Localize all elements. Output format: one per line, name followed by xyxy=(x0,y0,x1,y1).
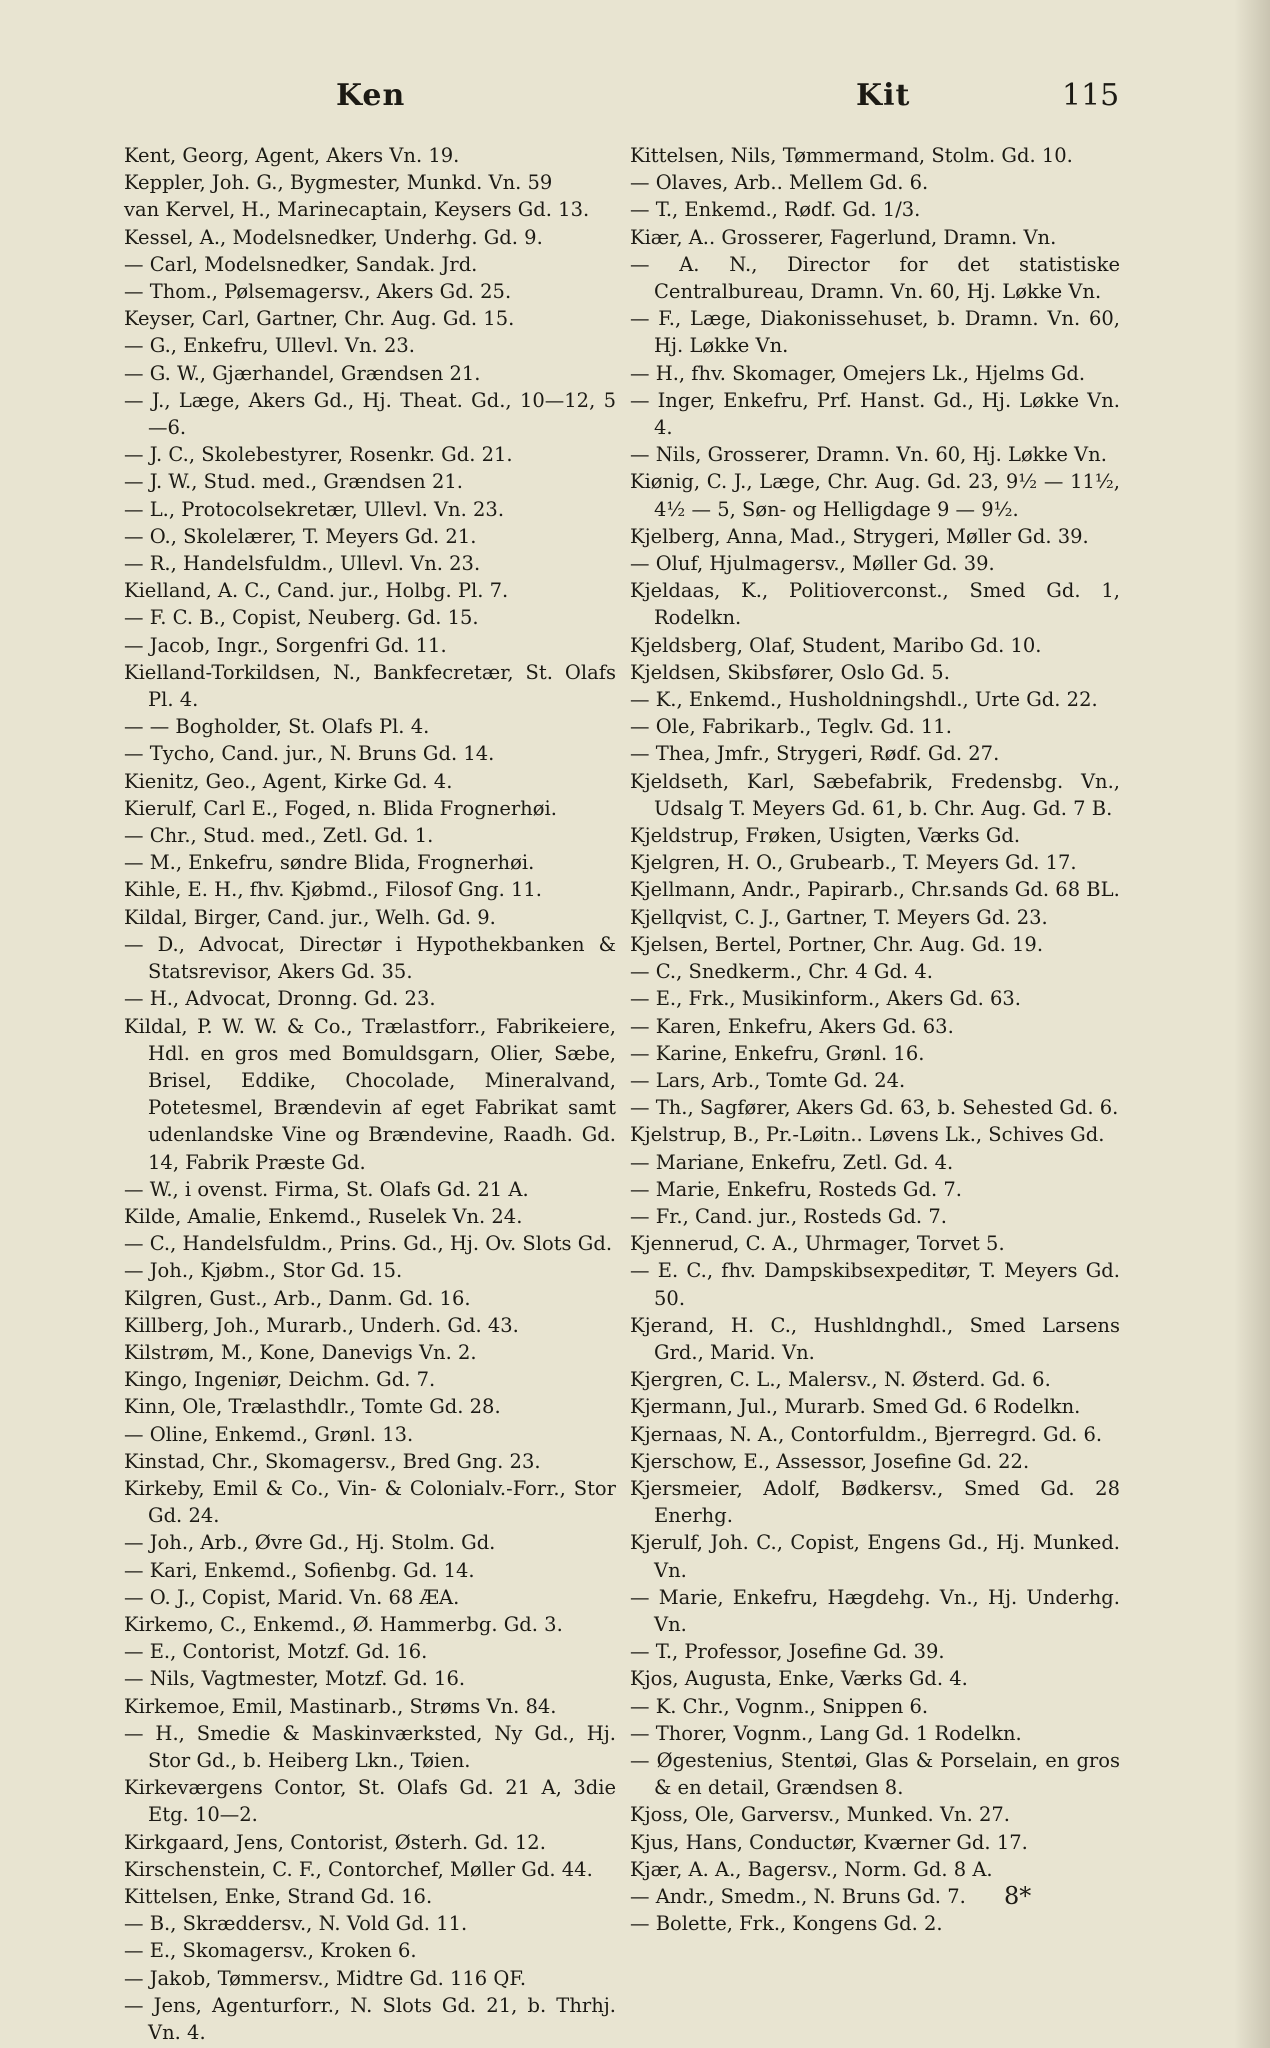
directory-entry: — Karen, Enkefru, Akers Gd. 63. xyxy=(630,1014,954,1038)
directory-entry: Kjeldaas, K., Politioverconst., Smed Gd. 1, Rodelkn. xyxy=(630,579,1120,630)
directory-entry: Kjelberg, Anna, Mad., Strygeri, Møller Gd. 39. xyxy=(630,524,1089,548)
directory-entry: — J., Læge, Akers Gd., Hj. Theat. Gd., 10—12, 5—6. xyxy=(124,388,616,440)
signature-mark: 8* xyxy=(1004,1882,1032,1910)
directory-entry: — Andr., Smedm., N. Bruns Gd. 7. xyxy=(630,1885,966,1908)
directory-entry: van Kervel, H., Marinecaptain, Keysers Gd. 13. xyxy=(124,198,590,222)
directory-entry: — C., Snedkerm., Chr. 4 Gd. 4. xyxy=(630,960,933,984)
directory-entry: — C., Handelsfuldm., Prins. Gd., Hj. Ov. Slots Gd. xyxy=(124,1232,613,1256)
directory-entry: — Thea, Jmfr., Strygeri, Rødf. Gd. 27. xyxy=(630,742,1000,766)
directory-entry: — E. C., fhv. Dampskibsexpeditør, T. Meyers Gd. 50. xyxy=(630,1259,1120,1310)
directory-entry: Kildal, Birger, Cand. jur., Welh. Gd. 9. xyxy=(124,905,496,929)
directory-entry: Kjellqvist, C. J., Gartner, T. Meyers Gd. 23. xyxy=(630,905,1048,929)
directory-entry: — E., Skomagersv., Kroken 6. xyxy=(124,1939,417,1963)
directory-entry: Kjoss, Ole, Garversv., Munked. Vn. 27. xyxy=(630,1803,1011,1827)
directory-entry: Kirkgaard, Jens, Contorist, Østerh. Gd. 12. xyxy=(124,1830,546,1854)
left-column xyxy=(124,142,616,2046)
directory-entry: Kielland-Torkildsen, N., Bankfecretær, St. Olafs Pl. 4. xyxy=(124,660,616,712)
directory-entry: — H., Advocat, Dronng. Gd. 23. xyxy=(124,987,436,1011)
directory-entry: — H., Smedie & Maskinværksted, Ny Gd., Hj. Stor Gd., b. Heiberg Lkn., Tøien. xyxy=(124,1721,616,1772)
directory-entry: Kildal, P. W. W. & Co., Trælastforr., Fabrikeiere, Hdl. en gros med Bomuldsgarn, Olier, Sæbe, Brisel, Eddike, Chocolade, Mineralvand, Potetesmel, Brændevin af eget Fabrikat samt udenlandske Vine og Brændevine, Raadh. Gd. 14, Fabrik Præste Gd. xyxy=(124,1014,616,1174)
directory-entry: — Lars, Arb., Tomte Gd. 24. xyxy=(630,1068,906,1092)
directory-entry: — Marie, Enkefru, Rosteds Gd. 7. xyxy=(630,1177,962,1201)
directory-entry: Kjelstrup, B., Pr.-Løitn.. Løvens Lk., Schives Gd. xyxy=(630,1123,1105,1147)
directory-entry: — Joh., Arb., Øvre Gd., Hj. Stolm. Gd. xyxy=(124,1531,496,1555)
directory-entry: Kittelsen, Enke, Strand Gd. 16. xyxy=(124,1885,433,1908)
directory-entry: — M., Enkefru, søndre Blida, Frognerhøi. xyxy=(124,851,535,875)
directory-entry: — G., Enkefru, Ullevl. Vn. 23. xyxy=(124,334,415,358)
directory-entry: Kjeldsberg, Olaf, Student, Maribo Gd. 10. xyxy=(630,633,1042,657)
directory-entry: Kjergren, C. L., Malersv., N. Østerd. Gd. 6. xyxy=(630,1368,1051,1392)
directory-entry: Kihle, E. H., fhv. Kjøbmd., Filosof Gng. 11. xyxy=(124,878,542,902)
directory-entry: Kinstad, Chr., Skomagersv., Bred Gng. 23. xyxy=(124,1449,541,1473)
directory-entry: — Olaves, Arb.. Mellem Gd. 6. xyxy=(630,171,929,195)
directory-entry: — Joh., Kjøbm., Stor Gd. 15. xyxy=(124,1259,403,1283)
directory-entry: — K., Enkemd., Husholdningshdl., Urte Gd. 22. xyxy=(630,688,1098,712)
directory-entry: Kierulf, Carl E., Foged, n. Blida Frognerhøi. xyxy=(124,796,557,820)
directory-entry: — Tycho, Cand. jur., N. Bruns Gd. 14. xyxy=(124,742,495,766)
directory-entry: Kilde, Amalie, Enkemd., Ruselek Vn. 24. xyxy=(124,1204,523,1228)
directory-entry: — T., Enkemd., Rødf. Gd. 1/3. xyxy=(630,198,921,222)
directory-entry: — Jacob, Ingr., Sorgenfri Gd. 11. xyxy=(124,633,447,657)
directory-entry: — Chr., Stud. med., Zetl. Gd. 1. xyxy=(124,824,434,848)
directory-entry: Kirkemoe, Emil, Mastinarb., Strøms Vn. 84. xyxy=(124,1694,557,1718)
directory-entry: Kiønig, C. J., Læge, Chr. Aug. Gd. 23, 9½ — 11½, 4½ — 5, Søn- og Helligdage 9 — 9½. xyxy=(630,470,1120,521)
directory-entry: Kienitz, Geo., Agent, Kirke Gd. 4. xyxy=(124,769,453,793)
directory-entry: Kjellmann, Andr., Papirarb., Chr.sands Gd. 68 BL. xyxy=(630,878,1120,902)
directory-entry: — Thom., Pølsemagersv., Akers Gd. 25. xyxy=(124,280,512,304)
right-column xyxy=(630,142,1120,1937)
directory-entry: Kjeldseth, Karl, Sæbefabrik, Fredensbg. Vn., Udsalg T. Meyers Gd. 61, b. Chr. Aug. Gd. 7 B. xyxy=(630,769,1120,820)
directory-entry: Kjelgren, H. O., Grubearb., T. Meyers Gd. 17. xyxy=(630,851,1077,875)
directory-entry: — Marie, Enkefru, Hægdehg. Vn., Hj. Underhg. Vn. xyxy=(630,1585,1120,1636)
directory-entry: — Mariane, Enkefru, Zetl. Gd. 4. xyxy=(630,1150,954,1174)
directory-entry: Kilgren, Gust., Arb., Danm. Gd. 16. xyxy=(124,1286,471,1310)
directory-entry: Kingo, Ingeniør, Deichm. Gd. 7. xyxy=(124,1368,436,1392)
directory-entry: Kielland, A. C., Cand. jur., Holbg. Pl. 7. xyxy=(124,579,509,603)
directory-entry: — D., Advocat, Directør i Hypothekbanken & Statsrevisor, Akers Gd. 35. xyxy=(124,932,616,984)
directory-entry: — B., Skræddersv., N. Vold Gd. 11. xyxy=(124,1912,468,1936)
directory-entry: Kjeldstrup, Frøken, Usigten, Værks Gd. xyxy=(630,824,1021,848)
directory-entry: Kirkeby, Emil & Co., Vin- & Colonialv.-Forr., Stor Gd. 24. xyxy=(124,1476,616,1528)
directory-entry: — J. W., Stud. med., Grændsen 21. xyxy=(124,470,463,494)
directory-entry: — H., fhv. Skomager, Omejers Lk., Hjelms Gd. xyxy=(630,361,1086,385)
directory-entry: Kjersmeier, Adolf, Bødkersv., Smed Gd. 28 Enerhg. xyxy=(630,1476,1120,1528)
directory-entry: — Inger, Enkefru, Prf. Hanst. Gd., Hj. Løkke Vn. 4. xyxy=(630,388,1120,440)
directory-entry: — O. J., Copist, Marid. Vn. 68 ÆA. xyxy=(124,1585,460,1609)
directory-entry: — F. C. B., Copist, Neuberg. Gd. 15. xyxy=(124,606,479,630)
directory-entry: Kjær, A. A., Bagersv., Norm. Gd. 8 A. xyxy=(630,1857,993,1881)
directory-entry: Kirkeværgens Contor, St. Olafs Gd. 21 A, 3die Etg. 10—2. xyxy=(124,1776,616,1827)
directory-entry: — Oluf, Hjulmagersv., Møller Gd. 39. xyxy=(630,552,995,576)
directory-entry: — Jakob, Tømmersv., Midtre Gd. 116 QF. xyxy=(124,1966,527,1990)
directory-entry: — Bolette, Frk., Kongens Gd. 2. xyxy=(630,1912,943,1936)
directory-entry: Kiær, A.. Grosserer, Fagerlund, Dramn. Vn. xyxy=(630,225,1057,249)
directory-entry: — Jens, Agenturforr., N. Slots Gd. 21, b. Thrhj. Vn. 4. xyxy=(124,1993,616,2045)
directory-entry: — E., Contorist, Motzf. Gd. 16. xyxy=(124,1640,428,1664)
directory-entry: Kjerulf, Joh. C., Copist, Engens Gd., Hj. Munked. Vn. xyxy=(630,1531,1120,1582)
directory-entry: — — Bogholder, St. Olafs Pl. 4. xyxy=(124,715,430,739)
directory-entry: — L., Protocolsekretær, Ullevl. Vn. 23. xyxy=(124,497,505,521)
directory-entry: Kessel, A., Modelsnedker, Underhg. Gd. 9. xyxy=(124,225,543,249)
page-header xyxy=(0,78,1270,118)
directory-entry: — A. N., Director for det statistiske Centralbureau, Dramn. Vn. 60, Hj. Løkke Vn. xyxy=(630,252,1120,304)
directory-entry: — Carl, Modelsnedker, Sandak. Jrd. xyxy=(124,252,478,276)
header-right-catchword: Kit xyxy=(856,78,911,113)
header-left-catchword: Ken xyxy=(336,78,406,113)
directory-entry: — Øgestenius, Stentøi, Glas & Porselain, en gros & en detail, Grændsen 8. xyxy=(630,1748,1120,1800)
directory-entry: — J. C., Skolebestyrer, Rosenkr. Gd. 21. xyxy=(124,443,513,467)
directory-entry: Kirkemo, C., Enkemd., Ø. Hammerbg. Gd. 3. xyxy=(124,1612,563,1636)
directory-entry: — R., Handelsfuldm., Ullevl. Vn. 23. xyxy=(124,552,481,576)
directory-entry: Keyser, Carl, Gartner, Chr. Aug. Gd. 15. xyxy=(124,307,515,331)
directory-entry: Kjernaas, N. A., Contorfuldm., Bjerregrd. Gd. 6. xyxy=(630,1422,1103,1446)
directory-entry: Kjerand, H. C., Hushldnghdl., Smed Larsens Grd., Marid. Vn. xyxy=(630,1313,1120,1364)
directory-entry: — T., Professor, Josefine Gd. 39. xyxy=(630,1640,945,1664)
directory-entry: Kinn, Ole, Trælasthdlr., Tomte Gd. 28. xyxy=(124,1395,501,1419)
directory-entry: — O., Skolelærer, T. Meyers Gd. 21. xyxy=(124,524,477,548)
directory-entry: Kilstrøm, M., Kone, Danevigs Vn. 2. xyxy=(124,1340,477,1364)
directory-entry: — G. W., Gjærhandel, Grændsen 21. xyxy=(124,361,481,385)
directory-entry: — Th., Sagfører, Akers Gd. 63, b. Sehested Gd. 6. xyxy=(630,1096,1119,1120)
directory-entry: Keppler, Joh. G., Bygmester, Munkd. Vn. 59 xyxy=(124,171,553,195)
directory-entry: Kent, Georg, Agent, Akers Vn. 19. xyxy=(124,144,460,167)
directory-entry: Kjerschow, E., Assessor, Josefine Gd. 22. xyxy=(630,1449,1030,1473)
directory-entry: Kjennerud, C. A., Uhrmager, Torvet 5. xyxy=(630,1232,1005,1256)
directory-entry: — Nils, Grosserer, Dramn. Vn. 60, Hj. Løkke Vn. xyxy=(630,443,1107,467)
directory-entry: — W., i ovenst. Firma, St. Olafs Gd. 21 A. xyxy=(124,1177,529,1201)
directory-entry: Kjos, Augusta, Enke, Værks Gd. 4. xyxy=(630,1667,968,1691)
directory-entry: Kjelsen, Bertel, Portner, Chr. Aug. Gd. 19. xyxy=(630,932,1044,956)
directory-entry: Kjeldsen, Skibsfører, Oslo Gd. 5. xyxy=(630,660,950,684)
directory-entry: — Fr., Cand. jur., Rosteds Gd. 7. xyxy=(630,1204,947,1228)
directory-entry: — F., Læge, Diakonissehuset, b. Dramn. Vn. 60, Hj. Løkke Vn. xyxy=(630,307,1120,358)
directory-entry: Killberg, Joh., Murarb., Underh. Gd. 43. xyxy=(124,1313,519,1337)
directory-entry: — K. Chr., Vognm., Snippen 6. xyxy=(630,1694,929,1718)
directory-entry: — Nils, Vagtmester, Motzf. Gd. 16. xyxy=(124,1667,466,1691)
directory-entry: — Thorer, Vognm., Lang Gd. 1 Rodelkn. xyxy=(630,1721,1022,1745)
directory-entry: Kjus, Hans, Conductør, Kværner Gd. 17. xyxy=(630,1830,1028,1854)
directory-entry: — E., Frk., Musikinform., Akers Gd. 63. xyxy=(630,987,1021,1011)
directory-entry: Kittelsen, Nils, Tømmermand, Stolm. Gd. 10. xyxy=(630,144,1073,167)
page-number: 115 xyxy=(1062,78,1120,113)
directory-entry: — Karine, Enkefru, Grønl. 16. xyxy=(630,1041,925,1065)
directory-entry: Kjermann, Jul., Murarb. Smed Gd. 6 Rodelkn. xyxy=(630,1395,1081,1419)
directory-entry: — Oline, Enkemd., Grønl. 13. xyxy=(124,1422,414,1446)
directory-entry: — Kari, Enkemd., Sofienbg. Gd. 14. xyxy=(124,1558,475,1582)
directory-entry: — Ole, Fabrikarb., Teglv. Gd. 11. xyxy=(630,715,952,739)
directory-entry: Kirschenstein, C. F., Contorchef, Møller Gd. 44. xyxy=(124,1857,593,1881)
